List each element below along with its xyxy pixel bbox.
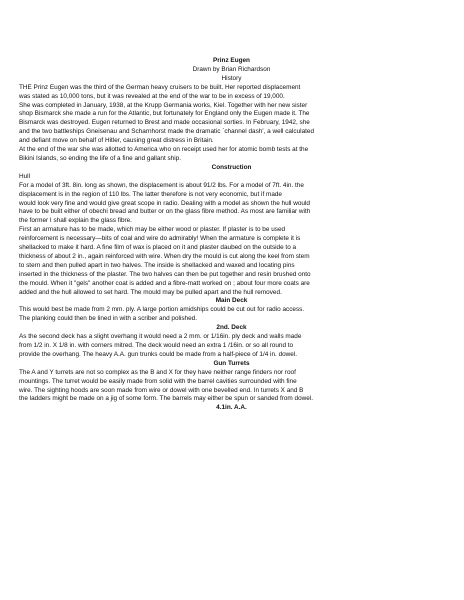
- history-paragraph-2: She was completed in January, 1938, at the Krupp Germania works, Kiel. Together with her new sister shop Bismarck she made a run for the Atlantic, but fortunately for England only the Eugen made it. The Bismarck was destroyed. Eugen returned to Brest and made occasional sorties. In February, 1942, she and the two battleships Gneisenau and Scharnhorst made the dramatic `channel dash', a well calculated and defiant move on behalf of Hitler, causing great distress in Britain.: [19, 101, 315, 145]
- author-byline: Drawn by Brian Richardson: [192, 65, 271, 73]
- gun-turrets-heading: Gun Turrets: [213, 359, 250, 367]
- construction-heading: Construction: [211, 163, 252, 171]
- second-deck-heading: 2nd. Deck: [216, 324, 247, 332]
- main-deck-heading: Main Deck: [215, 297, 248, 305]
- gun-turrets-paragraph: The A and Y turrets are not so complex as the B and X for they have neither range finders nor roof mountings. The turret would be easily made from solid with the barrel cavities surrounded with fine wire. The sighting hoods are soon made from wire or dowel with one bevelled end. In turrets X and B the ladders might be made on a jig of some form. The barrels may either be spun or sanded from dowel.: [19, 368, 314, 403]
- history-heading: History: [221, 74, 242, 82]
- document-title: Prinz Eugen: [213, 57, 250, 64]
- second-deck-paragraph: As the second deck has a slight overhang it would need a 2 mm. or 1/16in. ply deck and walls made from 1/2 in. X 1/8 in. with corners mitred. The deck would need an extra 1 /16in. or so all round to provide the overhang. The heavy A.A. gun trunks could be made from a half-piece of 1/4 in. dowel.: [19, 333, 302, 358]
- aa-heading: 4.1in. A.A.: [216, 404, 247, 412]
- hull-heading: Hull: [19, 172, 31, 180]
- hull-paragraph-1: For a model of 3ft. 8in. long as shown, the displacement is about 91/2 lbs. For a model of 7ft. 4in. the displacement is in the region of 110 lbs. The latter therefore is not very economic, but if made would look very fine and would give great scope in radio. Dealing with a model as shown the hull would have to be built either of obechi bread and butter or on the glass fibre method. As most are familiar with the former I shall explain the glass fibre.: [19, 181, 311, 225]
- history-paragraph-1: THE Prinz Eugen was the third of the German heavy cruisers to be built. Her reported displacement was stated as 10,000 tons, but it was revealed at the end of the war to be in excess of 19,000.: [19, 83, 301, 100]
- main-deck-paragraph: This would best be made from 2 mm. ply. A large portion amidships could be cut out for radio access. The planking could then be lined in with a scriber and polished.: [19, 306, 305, 323]
- history-paragraph-3: At the end of the war she was allotted to America who on receipt used her for atomic bomb tests at the Bikini Islands, so ending the life of a fine and gallant ship.: [19, 146, 309, 162]
- document-page: [19, 57, 444, 413]
- hull-paragraph-2: First an armature has to be made, which may be either wood or plaster. If plaster is to be used reinforcement is necessary—bits of coal and wire do admirably! When the armature is complete it is shellacked to make it hard. A fine film of wax is placed on it and plaster daubed on the outside to a thickness of about 2 in., again reinforced with wire. When dry the mould is cut along the keel from stem to stern and then pulled apart in two halves. The inside is shellacked and waxed and locating pins inserted in the thickness of the plaster. The two halves can then be put together and resin brushed onto the mould. When it "gels" another coat is added and a fibre-matt worked on ; about four more coats are added and the hull allowed to set hard. The mould may be pulled apart and the hull removed.: [19, 226, 311, 296]
